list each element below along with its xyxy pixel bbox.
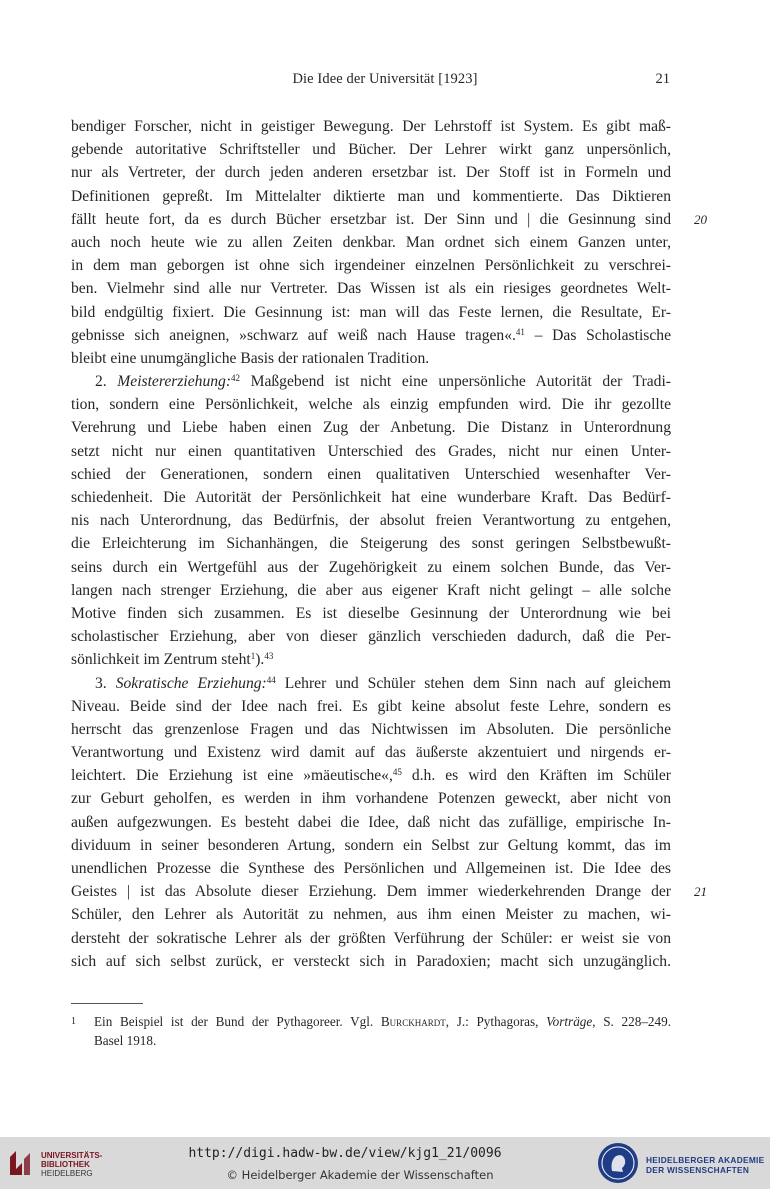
footnote-rule	[71, 1003, 143, 1004]
page-number: 21	[655, 71, 670, 87]
item-number: 2.	[95, 373, 107, 391]
item-number: 3.	[95, 674, 107, 692]
endnote-ref: 44	[266, 674, 276, 685]
endnote-ref: 41	[515, 326, 525, 337]
text-segment: , J.: Pythagoras,	[445, 1014, 547, 1029]
text-segment: sönlichkeit im Zentrum steht	[71, 651, 251, 669]
text-line: sich auf sich selbst zurück, er versteckt sich in Paradoxien; macht sich unzugänglich.	[71, 952, 671, 970]
ub-line: HEIDELBERG	[41, 1169, 93, 1178]
text-segment: gebnisse sich aneignen, »schwarz auf weiß nach Hause tragen«.	[71, 326, 516, 344]
text-segment: , S. 228–249.	[592, 1014, 671, 1029]
footer-bar	[0, 1137, 770, 1189]
section-heading: Meistererziehung:	[117, 373, 232, 391]
text-line: unendlichen Prozesse die Synthese des Persönlichen und Allgemeinen ist. Die Idee des	[71, 860, 671, 877]
text-line: Verantwortung und Existenz wird damit auf das äußerste akzentuiert und nirgends er-	[71, 744, 671, 762]
text-line	[71, 648, 671, 671]
text-line: nur als Vertreter, der durch jeden anderen ersetzbar ist. Der Stoff ist in Formeln und	[71, 164, 671, 182]
text-line: Motive finden sich zusammen. Es ist dieselbe Gesinnung der Unterordnung wie bei	[71, 604, 671, 622]
text-line: dividuum in seiner besonderen Artung, sondern ein Selbst zur Geltung kommt, das im	[71, 836, 671, 854]
text-line	[71, 764, 671, 787]
text-segment: d.h. es wird den Kräften im Schüler	[401, 767, 671, 785]
text-line: schied der Generationen, sondern einen qualitativen Unterschied wesenhafter Ver-	[71, 465, 671, 483]
hadw-logo-text	[646, 1155, 764, 1175]
text-line: außen aufgezwungen. Es besteht dabei die Idee, daß nicht das zufällige, empirische In-	[71, 813, 671, 831]
footnote-line: Basel 1918.	[94, 1033, 157, 1048]
text-line: nis nach Unterordnung, das Bedürfnis, der absolut freien Verantwortung zu entgehen,	[71, 512, 671, 530]
text-line: zur Geburt geholfen, es werden in ihm vorhandene Potenzen geweckt, aber nicht von	[71, 790, 671, 808]
body-text	[71, 115, 707, 973]
text-line: seins durch ein Wertgefühl aus der Zugehörigkeit zu einem solchen Bunde, das Ver-	[71, 558, 671, 576]
text-segment: leichtert. Die Erziehung ist eine »mäeutische«,	[71, 767, 393, 785]
text-segment: Geistes | ist das Absolute dieser Erziehung. Dem immer wiederkehrenden Drange der	[71, 883, 671, 901]
margin-page-number: 21	[694, 884, 707, 900]
text-line	[71, 880, 707, 903]
text-segment: Ein Beispiel ist der Bund der Pythagoreer. Vgl.	[94, 1014, 381, 1029]
footnote-line	[94, 1012, 671, 1031]
footnote-mark: 1	[71, 1016, 76, 1027]
text-line: setzt nicht nur einen quantitativen Unterschied des Grades, nicht nur einen Unter-	[71, 442, 671, 460]
text-line: die Erleichterung im Sichanhängen, die Steigerung des sonst geringen Selbstbewußt-	[71, 535, 671, 553]
text-line: auch noch heute wie zu allen Zeiten denkbar. Man ordnet sich einem Ganzen unter,	[71, 233, 671, 251]
text-line: Definitionen gepreßt. Im Mittelalter diktierte man und kommentierte. Das Diktieren	[71, 187, 671, 205]
hadw-line: HEIDELBERGER AKADEMIE	[646, 1155, 765, 1165]
text-line: bendiger Forscher, nicht in geistiger Bewegung. Der Lehrstoff ist System. Es gibt maß-	[71, 118, 671, 135]
ub-line: BIBLIOTHEK	[41, 1160, 90, 1169]
text-line	[71, 672, 671, 695]
text-line	[71, 324, 671, 347]
text-line: bleibt eine unumgängliche Basis der rationalen Tradition.	[71, 349, 430, 367]
section-heading: Sokratische Erziehung:	[115, 674, 267, 692]
text-line: gebende autoritative Schriftsteller und Bücher. Der Lehrer wirkt ganz unpersönlich,	[71, 141, 671, 159]
text-line: herrscht das grenzenlose Fragen und das Nichtwissen im Absoluten. Die persönliche	[71, 720, 671, 738]
margin-page-number: 20	[694, 211, 707, 227]
running-title: Die Idee der Universität [1923]	[292, 71, 478, 87]
text-segment: fällt heute fort, da es durch Bücher ersetzbar ist. Der Sinn und | die Gesinnung sind	[71, 210, 671, 228]
text-line	[71, 208, 707, 231]
text-line: Niveau. Beide sind der Idee nach frei. Es gibt keine absolut feste Lehre, sondern es	[71, 697, 671, 715]
hadw-line: DER WISSENSCHAFTEN	[646, 1165, 750, 1175]
footnote-author: Burckhardt	[380, 1014, 446, 1029]
text-line: Verehrung und Liebe haben einen Zug der Anbetung. Die Distanz in Unterordnung	[71, 419, 671, 437]
footnote-body	[94, 1012, 671, 1050]
text-line: ben. Vielmehr sind alle nur Vertreter. Das Wissen ist als ein riesiges geordnetes Welt-	[71, 280, 671, 298]
ub-line: UNIVERSITÄTS-	[41, 1151, 103, 1160]
footnote-ref: 1	[250, 651, 256, 662]
text-line: tion, sondern eine Persönlichkeit, welche als einzig empfunden wird. Die ihr gezollte	[71, 396, 671, 414]
text-line: scholastischer Erziehung, aber von dieser gänzlich verschieden dadurch, daß die Per-	[71, 628, 671, 646]
text-line: in dem man geborgen ist ohne sich irgendeiner einzelnen Persönlichkeit zu verschrei-	[71, 257, 671, 275]
text-line: Schüler, den Lehrer als Autorität zu nehmen, aus ihm einen Meister zu machen, wi-	[71, 906, 671, 924]
endnote-ref: 43	[264, 651, 274, 662]
text-line: langen nach strenger Erziehung, die aber aus eigener Kraft nicht gelingt – alle solche	[71, 581, 671, 599]
hadw-logo[interactable]	[596, 1141, 766, 1185]
text-line: dersteht der sokratische Lehrer als der größten Verführung der Schüler: er weist sie von	[71, 929, 671, 947]
text-segment: ).	[255, 651, 265, 669]
running-head	[0, 71, 770, 91]
copyright-notice: © Heidelberger Akademie der Wissenschaften	[226, 1168, 494, 1182]
hadw-seal-icon	[596, 1141, 640, 1185]
footnote	[71, 1012, 671, 1050]
text-line: bild endgültig fixiert. Die Gesinnung ist: man will das Feste lernen, die Resultate, Er-	[71, 303, 671, 321]
text-segment: – Das Scholastische	[524, 326, 671, 344]
text-line: schiedenheit. Die Autorität der Persönlichkeit hat eine wunderbare Kraft. Das Bedürf-	[71, 489, 671, 506]
footnote-work: Vorträge	[546, 1014, 593, 1029]
permalink-url[interactable]: http://digi.hadw-bw.de/view/kjg1_21/0096	[188, 1146, 502, 1161]
endnote-ref: 45	[392, 767, 402, 778]
endnote-ref: 42	[231, 373, 241, 384]
text-line	[71, 370, 671, 393]
text-segment: Maßgebend ist nicht eine unpersönliche Autorität der Tradi-	[240, 373, 672, 391]
text-segment: Lehrer und Schüler stehen dem Sinn nach auf gleichem	[275, 674, 671, 692]
